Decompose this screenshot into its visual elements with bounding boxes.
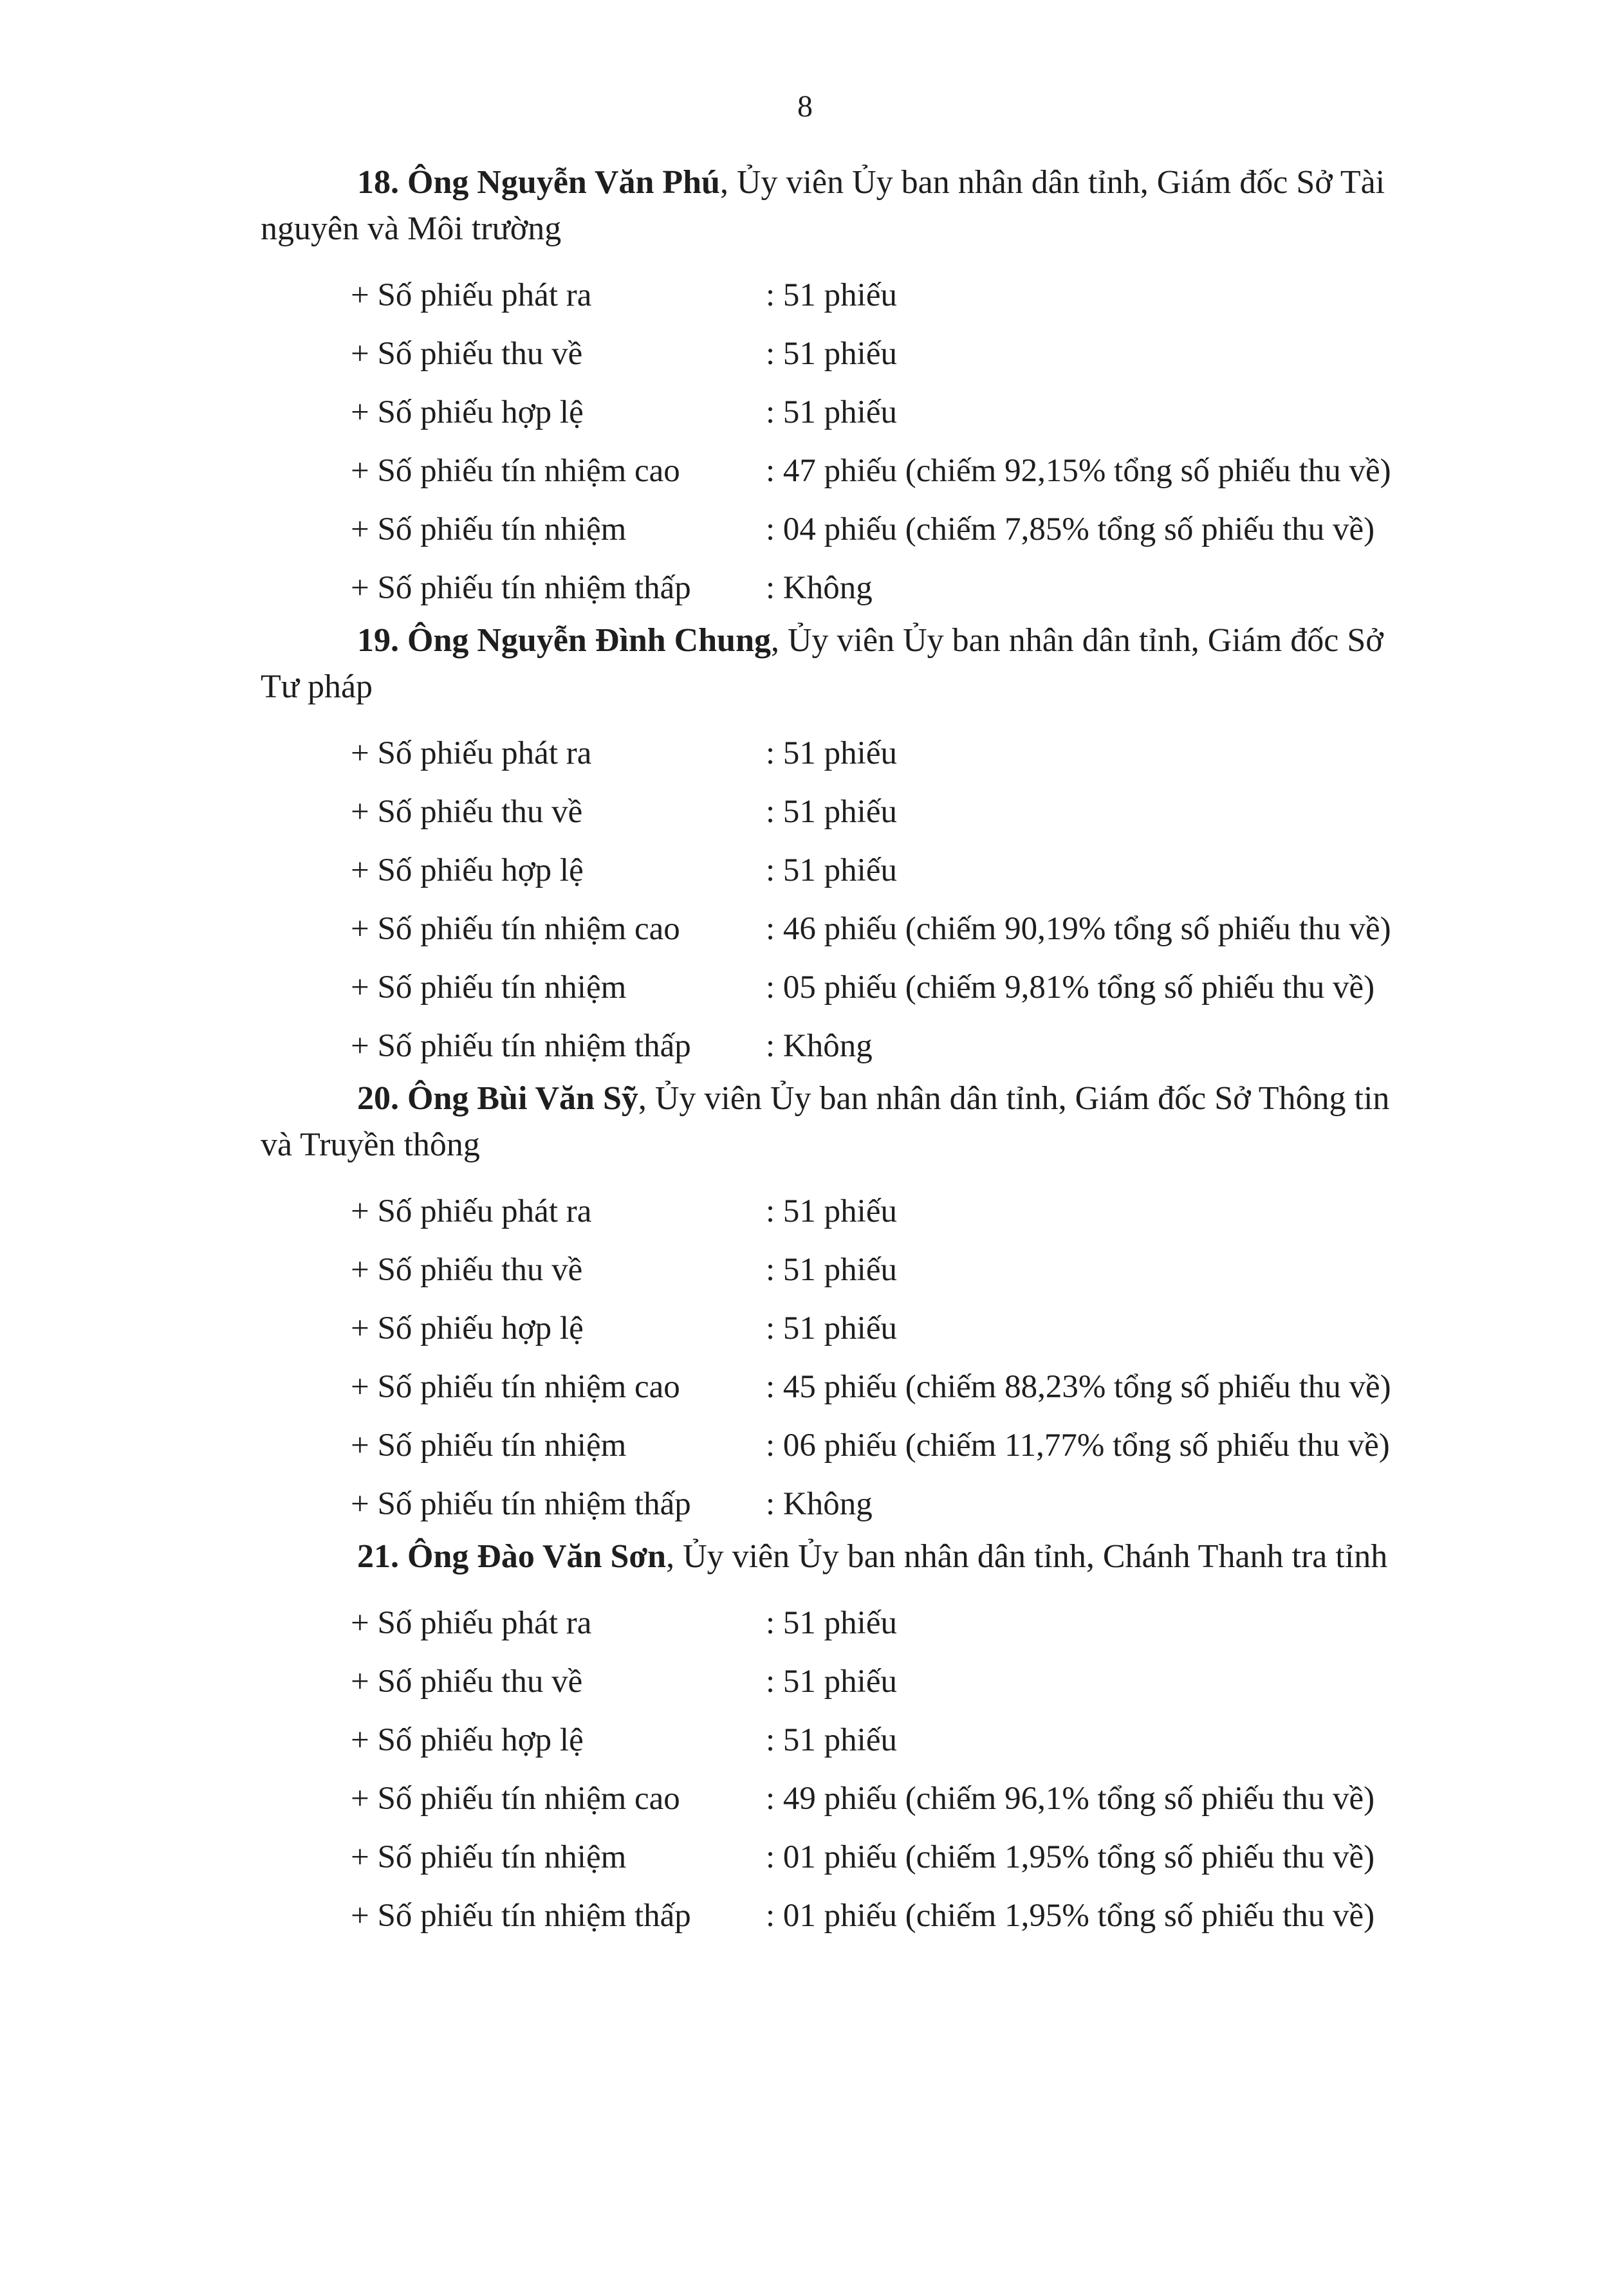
person-section <box>0 618 1610 1076</box>
vote-label: + Số phiếu phát ra <box>351 1193 592 1229</box>
person-name: Ông Bùi Văn Sỹ <box>407 1080 638 1117</box>
vote-list <box>0 724 1610 1076</box>
person-name: Ông Nguyễn Đình Chung <box>407 622 771 659</box>
vote-value: : 51 phiếu <box>766 1310 897 1346</box>
vote-row <box>0 383 1610 442</box>
vote-label: + Số phiếu tín nhiệm thấp <box>351 570 691 606</box>
vote-label: + Số phiếu tín nhiệm thấp <box>351 1028 691 1064</box>
vote-value: : 51 phiếu <box>766 1664 897 1700</box>
vote-value: : 51 phiếu <box>766 1722 897 1758</box>
vote-row <box>0 724 1610 783</box>
vote-label: + Số phiếu hợp lệ <box>351 394 584 430</box>
vote-value: : 01 phiếu (chiếm 1,95% tổng số phiếu thu về) <box>766 1839 1375 1875</box>
vote-label: + Số phiếu thu về <box>351 1664 583 1700</box>
vote-value: : Không <box>766 1028 873 1064</box>
vote-value: : 51 phiếu <box>766 794 897 830</box>
vote-label: + Số phiếu tín nhiệm <box>351 511 627 547</box>
vote-row <box>0 1653 1610 1711</box>
vote-row <box>0 1475 1610 1534</box>
vote-label: + Số phiếu phát ra <box>351 277 592 313</box>
vote-label: + Số phiếu hợp lệ <box>351 1310 584 1346</box>
vote-row <box>0 1887 1610 1945</box>
vote-row <box>0 1770 1610 1828</box>
person-section <box>0 1076 1610 1534</box>
vote-label: + Số phiếu tín nhiệm <box>351 1839 627 1875</box>
vote-label: + Số phiếu thu về <box>351 336 583 372</box>
vote-label: + Số phiếu tín nhiệm cao <box>351 453 680 489</box>
vote-row <box>0 1711 1610 1770</box>
person-title-continued: nguyên và Môi trường <box>261 210 562 247</box>
vote-value: : 46 phiếu (chiếm 90,19% tổng số phiếu thu về) <box>766 911 1391 947</box>
vote-value: : 51 phiếu <box>766 1605 897 1641</box>
vote-value: : 04 phiếu (chiếm 7,85% tổng số phiếu thu về) <box>766 511 1375 547</box>
vote-row <box>0 1828 1610 1887</box>
vote-row <box>0 559 1610 618</box>
vote-value: : Không <box>766 1486 873 1522</box>
vote-label: + Số phiếu thu về <box>351 1252 583 1288</box>
person-heading <box>0 618 1509 664</box>
person-heading <box>0 1534 1509 1580</box>
vote-row <box>0 959 1610 1017</box>
person-heading <box>0 160 1509 206</box>
vote-label: + Số phiếu tín nhiệm thấp <box>351 1486 691 1522</box>
vote-label: + Số phiếu tín nhiệm <box>351 1428 627 1464</box>
vote-row <box>0 783 1610 841</box>
vote-value: : 51 phiếu <box>766 1193 897 1229</box>
vote-value: : 51 phiếu <box>766 336 897 372</box>
vote-label: + Số phiếu hợp lệ <box>351 1722 584 1758</box>
vote-row <box>0 1358 1610 1417</box>
person-number: 21. <box>357 1538 399 1575</box>
vote-row <box>0 501 1610 559</box>
person-heading <box>0 1076 1509 1122</box>
person-title: , Ủy viên Ủy ban nhân dân tỉnh, Chánh Thanh tra tỉnh <box>666 1538 1388 1575</box>
vote-value: : 45 phiếu (chiếm 88,23% tổng số phiếu thu về) <box>766 1369 1391 1405</box>
vote-value: : 51 phiếu <box>766 852 897 888</box>
vote-row <box>0 1417 1610 1475</box>
person-section <box>0 1534 1610 1945</box>
person-number: 20. <box>357 1080 399 1117</box>
vote-value: : 51 phiếu <box>766 277 897 313</box>
vote-value: : 05 phiếu (chiếm 9,81% tổng số phiếu thu về) <box>766 969 1375 1006</box>
vote-value: : 51 phiếu <box>766 1252 897 1288</box>
vote-row <box>0 1017 1610 1076</box>
vote-label: + Số phiếu tín nhiệm cao <box>351 911 680 947</box>
vote-value: : 51 phiếu <box>766 735 897 771</box>
vote-row <box>0 1241 1610 1300</box>
person-number: 18. <box>357 164 399 201</box>
person-section <box>0 160 1610 618</box>
person-title-continued: Tư pháp <box>261 668 373 705</box>
vote-list <box>0 1182 1610 1534</box>
vote-value: : 06 phiếu (chiếm 11,77% tổng số phiếu thu về) <box>766 1428 1390 1464</box>
vote-value: : 01 phiếu (chiếm 1,95% tổng số phiếu thu về) <box>766 1898 1375 1934</box>
person-title-continued: và Truyền thông <box>261 1126 480 1163</box>
vote-row <box>0 1182 1610 1241</box>
vote-label: + Số phiếu tín nhiệm cao <box>351 1369 680 1405</box>
vote-row <box>0 900 1610 959</box>
vote-row <box>0 325 1610 383</box>
person-title: , Ủy viên Ủy ban nhân dân tỉnh, Giám đốc Sở Tài <box>719 164 1385 201</box>
vote-label: + Số phiếu tín nhiệm cao <box>351 1781 680 1817</box>
vote-label: + Số phiếu tín nhiệm thấp <box>351 1898 691 1934</box>
vote-label: + Số phiếu hợp lệ <box>351 852 584 888</box>
vote-list <box>0 1594 1610 1945</box>
person-name: Ông Đào Văn Sơn <box>407 1538 667 1575</box>
vote-value: : Không <box>766 570 873 606</box>
vote-list <box>0 266 1610 618</box>
vote-label: + Số phiếu phát ra <box>351 735 592 771</box>
vote-row <box>0 1300 1610 1358</box>
page-number: 8 <box>797 89 813 124</box>
vote-label: + Số phiếu thu về <box>351 794 583 830</box>
vote-row <box>0 841 1610 900</box>
vote-value: : 51 phiếu <box>766 394 897 430</box>
vote-row <box>0 1594 1610 1653</box>
document-body <box>0 160 1610 1945</box>
person-number: 19. <box>357 622 399 659</box>
vote-value: : 49 phiếu (chiếm 96,1% tổng số phiếu thu về) <box>766 1781 1375 1817</box>
vote-row <box>0 266 1610 325</box>
vote-label: + Số phiếu tín nhiệm <box>351 969 627 1006</box>
vote-row <box>0 442 1610 501</box>
vote-value: : 47 phiếu (chiếm 92,15% tổng số phiếu thu về) <box>766 453 1391 489</box>
vote-label: + Số phiếu phát ra <box>351 1605 592 1641</box>
person-title: , Ủy viên Ủy ban nhân dân tỉnh, Giám đốc Sở Thông tin <box>638 1080 1390 1117</box>
person-title: , Ủy viên Ủy ban nhân dân tỉnh, Giám đốc Sở <box>771 622 1383 659</box>
person-name: Ông Nguyễn Văn Phú <box>407 164 720 201</box>
